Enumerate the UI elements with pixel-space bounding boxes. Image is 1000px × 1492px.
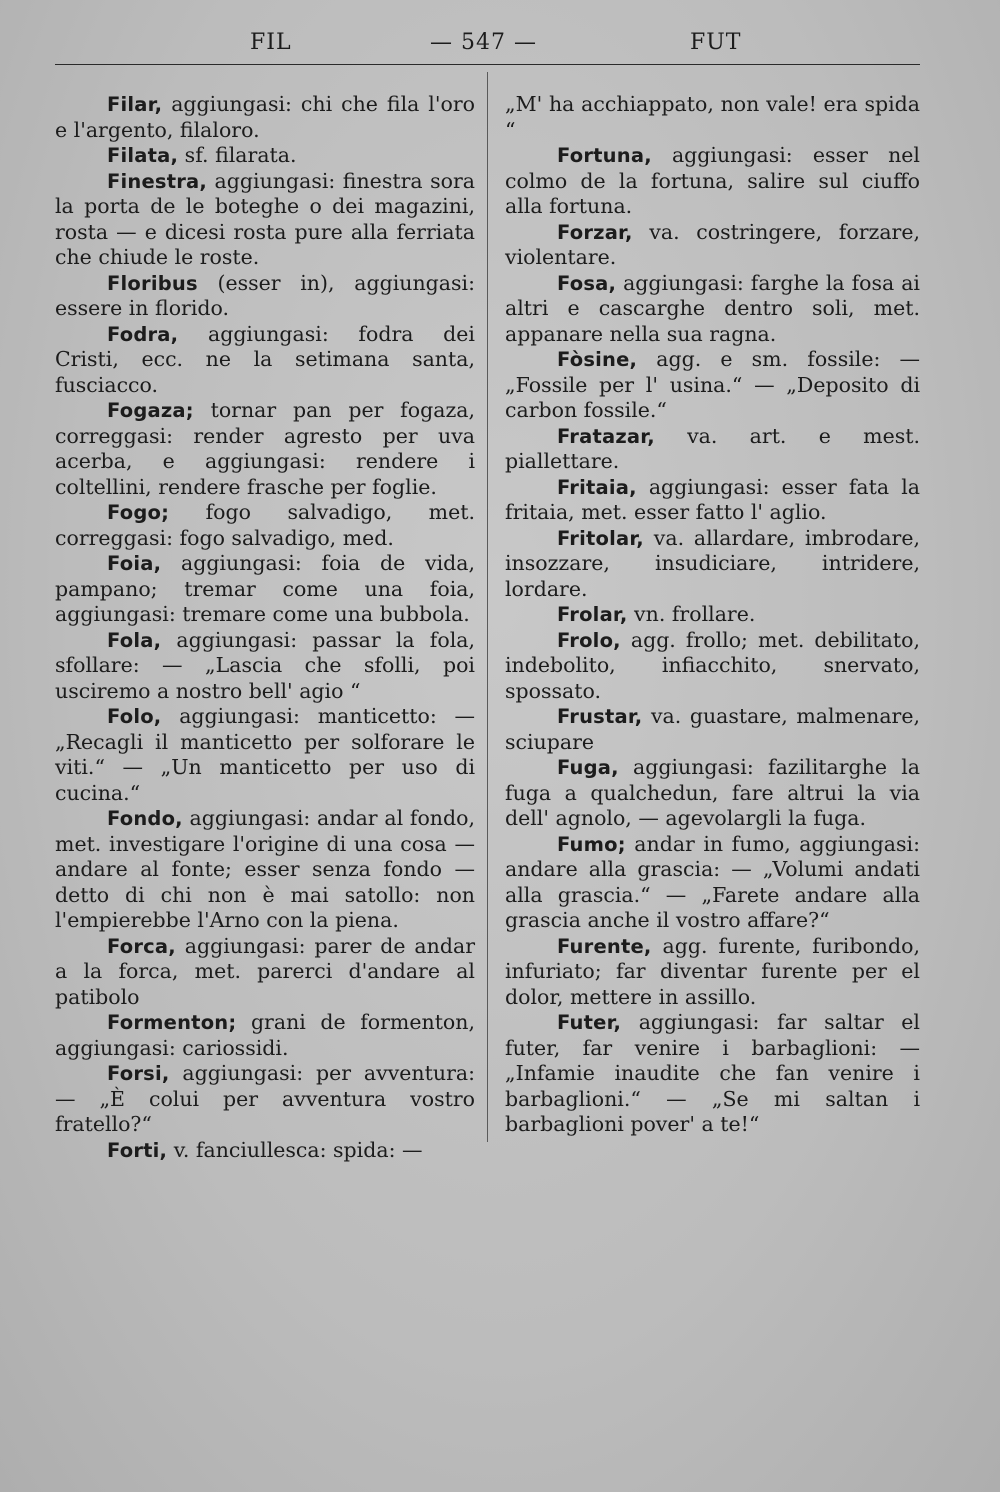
entry-headword: Floribus xyxy=(107,271,198,295)
entry-headword: Frolar, xyxy=(557,603,628,626)
dictionary-entry xyxy=(505,271,920,348)
dictionary-entry xyxy=(505,143,920,220)
entry-definition: va. allardare, imbrodare, insozzare, insudiciare, intridere, lordare. xyxy=(505,525,920,601)
dictionary-entry-continuation xyxy=(505,92,920,143)
entry-definition: va. guastare, malmenare, sciupare xyxy=(505,704,920,754)
entry-definition: aggiungasi: parer de andar a la forca, met. parerci d'andare al patibolo xyxy=(55,933,475,1009)
page-header xyxy=(55,30,920,60)
entry-headword: Futer, xyxy=(557,1011,622,1034)
entry-headword: Forca, xyxy=(107,934,176,958)
dictionary-entry xyxy=(55,704,475,806)
entry-headword: Frustar, xyxy=(557,705,643,728)
dictionary-entry xyxy=(55,934,475,1011)
dictionary-entry xyxy=(505,602,920,628)
entry-headword: Furente, xyxy=(557,934,652,958)
entry-definition: aggiungasi: farghe la fosa ai altri e cascarghe dentro soli, met. appanare nella sua ragna. xyxy=(505,270,920,346)
entry-definition: aggiungasi: fodra dei Cristi, ecc. ne la setimana santa, fusciacco. xyxy=(55,321,475,397)
header-rule xyxy=(55,64,920,65)
entry-headword: Foia, xyxy=(107,552,162,575)
entry-definition: aggiungasi: fazilitarghe la fuga a qualchedun, fare altrui la via dell' agnolo, — agevolargli la fuga. xyxy=(505,755,920,830)
entry-headword: Forzar, xyxy=(557,220,633,244)
entry-headword: Filata, xyxy=(107,144,179,167)
dictionary-entry xyxy=(55,398,475,500)
dictionary-entry xyxy=(505,475,920,526)
entry-definition: aggiungasi: esser fata la fritaia, met. esser fatto l' aglio. xyxy=(505,474,920,524)
entry-headword: Fondo, xyxy=(107,807,183,830)
header-right-guideword: FUT xyxy=(690,30,742,55)
entry-headword: Formenton; xyxy=(107,1011,237,1034)
entry-headword: Fuga, xyxy=(557,756,619,779)
entry-headword: Fòsine, xyxy=(557,348,638,371)
entry-headword: Finestra, xyxy=(107,169,208,193)
dictionary-entry xyxy=(55,1010,475,1061)
dictionary-entry xyxy=(505,628,920,705)
dictionary-entry xyxy=(55,1138,475,1164)
dictionary-entry xyxy=(505,832,920,934)
dictionary-entry xyxy=(55,1061,475,1138)
entry-definition: agg. furente, furibondo, infuriato; far diventar furente per el dolor, mettere in assillo. xyxy=(505,933,920,1009)
entry-headword: Forsi, xyxy=(107,1062,170,1085)
entry-headword: Filar, xyxy=(107,93,163,116)
right-column xyxy=(505,92,920,1138)
entry-headword: Fogo; xyxy=(107,501,170,524)
dictionary-entry xyxy=(505,704,920,755)
entry-definition: aggiungasi: far saltar el futer, far venire i barbaglioni: — „Infamie inaudite che fan venire i barbaglioni.“ — „Se mi saltan i barbaglioni pover' a te!“ xyxy=(505,1010,920,1136)
entry-definition: va. costringere, forzare, violentare. xyxy=(505,219,920,269)
entry-definition: „M' ha acchiappato, non vale! era spida “ xyxy=(505,92,920,142)
entry-definition: (esser in), aggiungasi: essere in florido. xyxy=(55,270,475,320)
dictionary-entry xyxy=(55,322,475,399)
entry-headword: Fogaza; xyxy=(107,399,194,422)
entry-definition: agg. e sm. fossile: — „Fossile per l' usina.“ — „Deposito di carbon fossile.“ xyxy=(505,347,920,422)
entry-headword: Forti, xyxy=(107,1138,168,1162)
entry-headword: Fola, xyxy=(107,628,162,652)
entry-definition: tornar pan per fogaza, correggasi: render agresto per uva acerba, e aggiungasi: rendere i coltellini, rendere frasche per foglie. xyxy=(55,398,475,499)
entry-definition: sf. filarata. xyxy=(184,143,297,167)
entry-headword: Fritaia, xyxy=(557,475,637,499)
entry-definition: v. fanciullesca: spida: — xyxy=(173,1137,423,1162)
entry-definition: va. art. e mest. piallettare. xyxy=(505,423,920,473)
entry-definition: aggiungasi: per avventura: — „È colui per avventura vostro fratello?“ xyxy=(55,1061,475,1136)
entry-headword: Fratazar, xyxy=(557,424,655,448)
entry-headword: Fortuna, xyxy=(557,144,652,167)
entry-definition: aggiungasi: finestra sora la porta de le boteghe o dei magazini, rosta — e dicesi rosta pure alla ferriata che chiude le roste. xyxy=(55,168,475,269)
entry-definition: aggiungasi: andar al fondo, met. investigare l'origine di una cosa — andare al fonte; esser senza fondo — detto di chi non è mai satollo: non l'empierebbe l'Arno con la piena. xyxy=(55,806,475,932)
entry-definition: fogo salvadigo, met. correggasi: fogo salvadigo, med. xyxy=(55,500,475,550)
page-number: — 547 — xyxy=(430,30,537,55)
dictionary-entry xyxy=(505,755,920,832)
dictionary-entry xyxy=(55,551,475,628)
dictionary-entry xyxy=(505,934,920,1011)
dictionary-entry xyxy=(505,424,920,475)
entry-definition: aggiungasi: passar la fola, sfollare: — „Lascia che sfolli, poi usciremo a nostro bell' agio “ xyxy=(55,627,475,703)
entry-headword: Fumo; xyxy=(557,832,626,856)
dictionary-entry xyxy=(55,628,475,705)
dictionary-entry xyxy=(505,1010,920,1138)
dictionary-entry xyxy=(55,92,475,143)
entry-definition: aggiungasi: esser nel colmo de la fortuna, salire sul ciuffo alla fortuna. xyxy=(505,143,920,218)
entry-definition: aggiungasi: manticetto: — „Recagli il manticetto per solforare le viti.“ — „Un manticetto per uso di cucina.“ xyxy=(55,704,475,805)
header-left-guideword: FIL xyxy=(250,30,292,55)
left-column xyxy=(55,92,475,1163)
dictionary-entry xyxy=(505,526,920,603)
entry-headword: Fosa, xyxy=(557,271,617,295)
entry-definition: agg. frollo; met. debilitato, indebolito, infiacchito, snervato, spossato. xyxy=(505,627,920,703)
entry-headword: Fodra, xyxy=(107,322,179,346)
entry-headword: Frolo, xyxy=(557,628,621,652)
dictionary-entry xyxy=(505,347,920,424)
dictionary-entry xyxy=(505,220,920,271)
dictionary-entry xyxy=(55,500,475,551)
entry-definition: vn. frollare. xyxy=(634,602,756,626)
dictionary-entry xyxy=(55,143,475,169)
dictionary-entry xyxy=(55,271,475,322)
entry-definition: aggiungasi: chi che fila l'oro e l'argento, filaloro. xyxy=(55,92,475,142)
entry-definition: andar in fumo, aggiungasi: andare alla grascia: — „Volumi andati alla grascia.“ — „Farete andare alla grascia anche il vostro affare?“ xyxy=(505,831,920,932)
entry-definition: aggiungasi: foia de vida, pampano; tremar come una foia, aggiungasi: tremare come una bubbola. xyxy=(55,551,475,626)
dictionary-entry xyxy=(55,169,475,271)
entry-definition: grani de formenton, aggiungasi: cariossidi. xyxy=(55,1010,475,1060)
dictionary-entry xyxy=(55,806,475,934)
entry-headword: Folo, xyxy=(107,705,162,728)
column-divider xyxy=(487,72,488,1142)
entry-headword: Fritolar, xyxy=(557,526,644,550)
